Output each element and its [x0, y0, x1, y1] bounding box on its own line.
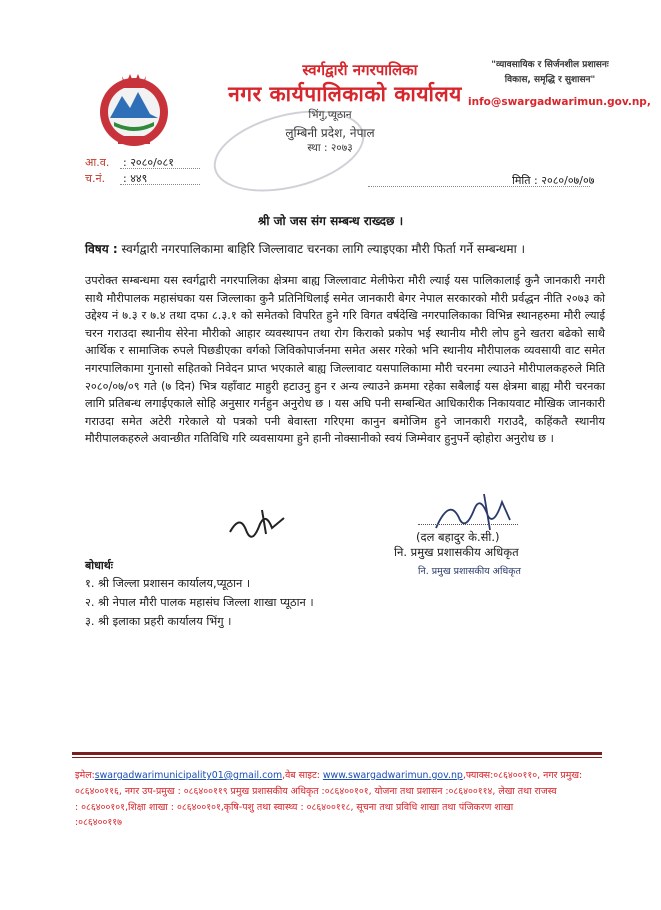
- footer-line-3: : ०८६४००१०१,शिक्षा शाखा : ०८६४००१०१,कृषि-पशु तथा स्वास्थ्य : ०८६४००११८, सूचना तथा प्रविधि शाखा तथा पंजिकरण शाखा: [75, 801, 514, 813]
- org-name: स्वर्गद्वारी नगरपालिका: [302, 61, 418, 79]
- date-label: मिति: [512, 174, 531, 187]
- salutation: श्री जो जस संग सम्बन्ध राख्दछ ।: [257, 214, 404, 228]
- footer-line-1: [75, 768, 615, 784]
- date-value: : २०८०/०७/०७: [534, 174, 595, 187]
- signer-title: नि. प्रमुख प्रशासकीय अधिकृत: [394, 545, 519, 559]
- ref-underline: [120, 168, 200, 169]
- footer-rule: [72, 752, 602, 755]
- ref-underline: [120, 184, 200, 185]
- subject-text: स्वर्गद्वारी नगरपालिकामा बाहिरि जिल्लावाट चरनका लागि ल्याइएका मौरी फिर्ता गर्ने सम्बन्धमा ।: [121, 242, 526, 256]
- cc-item: २. श्री नेपाल मौरी पालक महासंघ जिल्ला शाखा प्यूठान ।: [85, 596, 314, 609]
- dispatch-label: च.नं.: [85, 172, 106, 185]
- cc-item: ३. श्री इलाका प्रहरी कार्यालय भिंगु ।: [85, 615, 232, 628]
- fiscal-year-label: आ.व.: [85, 156, 110, 169]
- initial-signature-icon: [226, 504, 288, 542]
- office-email[interactable]: info@swargadwarimun.gov.np,: [468, 96, 651, 108]
- dispatch-value: : ४४९: [123, 172, 148, 185]
- fiscal-year-value: : २०८०/०८१: [123, 156, 174, 169]
- signer-stamp: नि. प्रमुख प्रशासकीय अधिकृत: [418, 566, 521, 577]
- footer-line-2: ०८६४००११६, नगर उप-प्रमुख : ०८६४००११९ प्रमुख प्रशासकीय अधिकृत :०८६४००१०१, योजना तथा प्रशासन :०८६४००११४, लेखा तथा राजस्व: [75, 785, 557, 797]
- subject-label: विषय :: [85, 242, 118, 256]
- office-name: नगर कार्यपालिकाको कार्यालय: [228, 82, 462, 106]
- address-line-2: लुम्बिनी प्रदेश, नेपाल: [285, 126, 375, 140]
- signature-line: [418, 524, 518, 525]
- address-line-1: भिंगु,प्यूठान: [308, 109, 352, 121]
- cc-label: बोधार्थः: [85, 559, 113, 572]
- cc-item: १. श्री जिल्ला प्रशासन कार्यालय,प्यूठान ।: [85, 577, 251, 590]
- subject-line: [85, 240, 605, 257]
- motto-line-2: विकास, समृद्धि र सुशासन": [504, 75, 596, 85]
- footer-line-4: :०८६४००११७: [75, 817, 123, 829]
- established-year: स्था : २०७३: [307, 142, 353, 154]
- signer-name: (दल बहादुर के.सी.): [416, 530, 500, 544]
- letter-date: [512, 173, 594, 188]
- footer-phone-1: ,फ्याक्स:०८६४००११०, नगर प्रमुख:: [462, 770, 583, 781]
- footer-rule: [72, 757, 602, 758]
- footer-website-link[interactable]: www.swargadwarimun.gov.np: [322, 770, 463, 781]
- footer-website-label: ,वेब साइट:: [282, 770, 320, 781]
- footer-email-link[interactable]: swargadwarimunicipality01@gmail.com: [94, 770, 283, 781]
- nepal-emblem-icon: [92, 66, 176, 150]
- footer-email-label: इमेल:: [75, 770, 95, 781]
- motto-line-1: "व्यावसायिक र सिर्जनशील प्रशासनः: [491, 60, 609, 70]
- footer-contact: [75, 768, 615, 831]
- letter-body: उपरोक्त सम्बन्धमा यस स्वर्गद्वारी नगरपालिका क्षेत्रमा बाह्य जिल्लावाट मेलीफेरा मौरी ल्याई यस पालिकालाई कुनै जानकारी नगरी साथै मौरीपालक महासंघका यस जिल्लाका कुनै प्रतिनिधिलाई समेत जानकारी बेगर नेपाल सरकारको मौरी प्रर्वद्धन नीति २०७३ को उद्देश्य नं ७.३ र ७.४ तथा दफा ८.३.१ को समेतको विपरित हुने गरि विगत वर्षदेखि नगरपालिकाका विभिन्न स्थानहरुमा मौरी ल्याई चरन गराउदा स्थानीय सेरेना मौरीको आहार व्यवस्थापन तथा रोग किराको प्रकोप भई स्थानीय मौरी लोप हुने खतरा बढेको साथै आर्थिक र सामाजिक रुपले पिछडीएका वर्गको जिविकोपार्जनमा समेत असर गरेको भनि स्थानीय मौरीपालक व्यवसायी वाट समेत नगरपालिकामा गुनासो सहितको निवेदन प्राप्त भएकाले बाह्य जिल्लावाट यसपालिकामा मौरी चरनमा ल्याउने मौरीपालकहरुले मिति २०८०/०७/०९ गते (७ दिन) भित्र यहाँवाट माहुरी हटाउनु हुन र अन्य ल्याउने क्रममा रहेका सबैलाई यस क्षेत्रमा बाह्य मौरी चरनका लागि प्रतिबन्ध लगाईएकाले सोहि अनुसार गर्नहुन अनुरोध छ । यस अघि पनी सम्बन्धित आधिकारीक निकायवाट मौखिक जानकारी गराउदा समेत अटेरी गरेकाले यो पत्रको पनी बेवास्ता गरिएमा कानुन बमोजिम हुने जानकारी गराउदै, कहिंकतै स्थानीय मौरीपालकहरुले अवान्छीत गतिविधि गरि व्यवसायमा हुने हानी नोक्सानीको स्वयं जिम्मेवार हुनुपर्ने व्होहोरा अनुरोध छ ।: [85, 274, 605, 446]
